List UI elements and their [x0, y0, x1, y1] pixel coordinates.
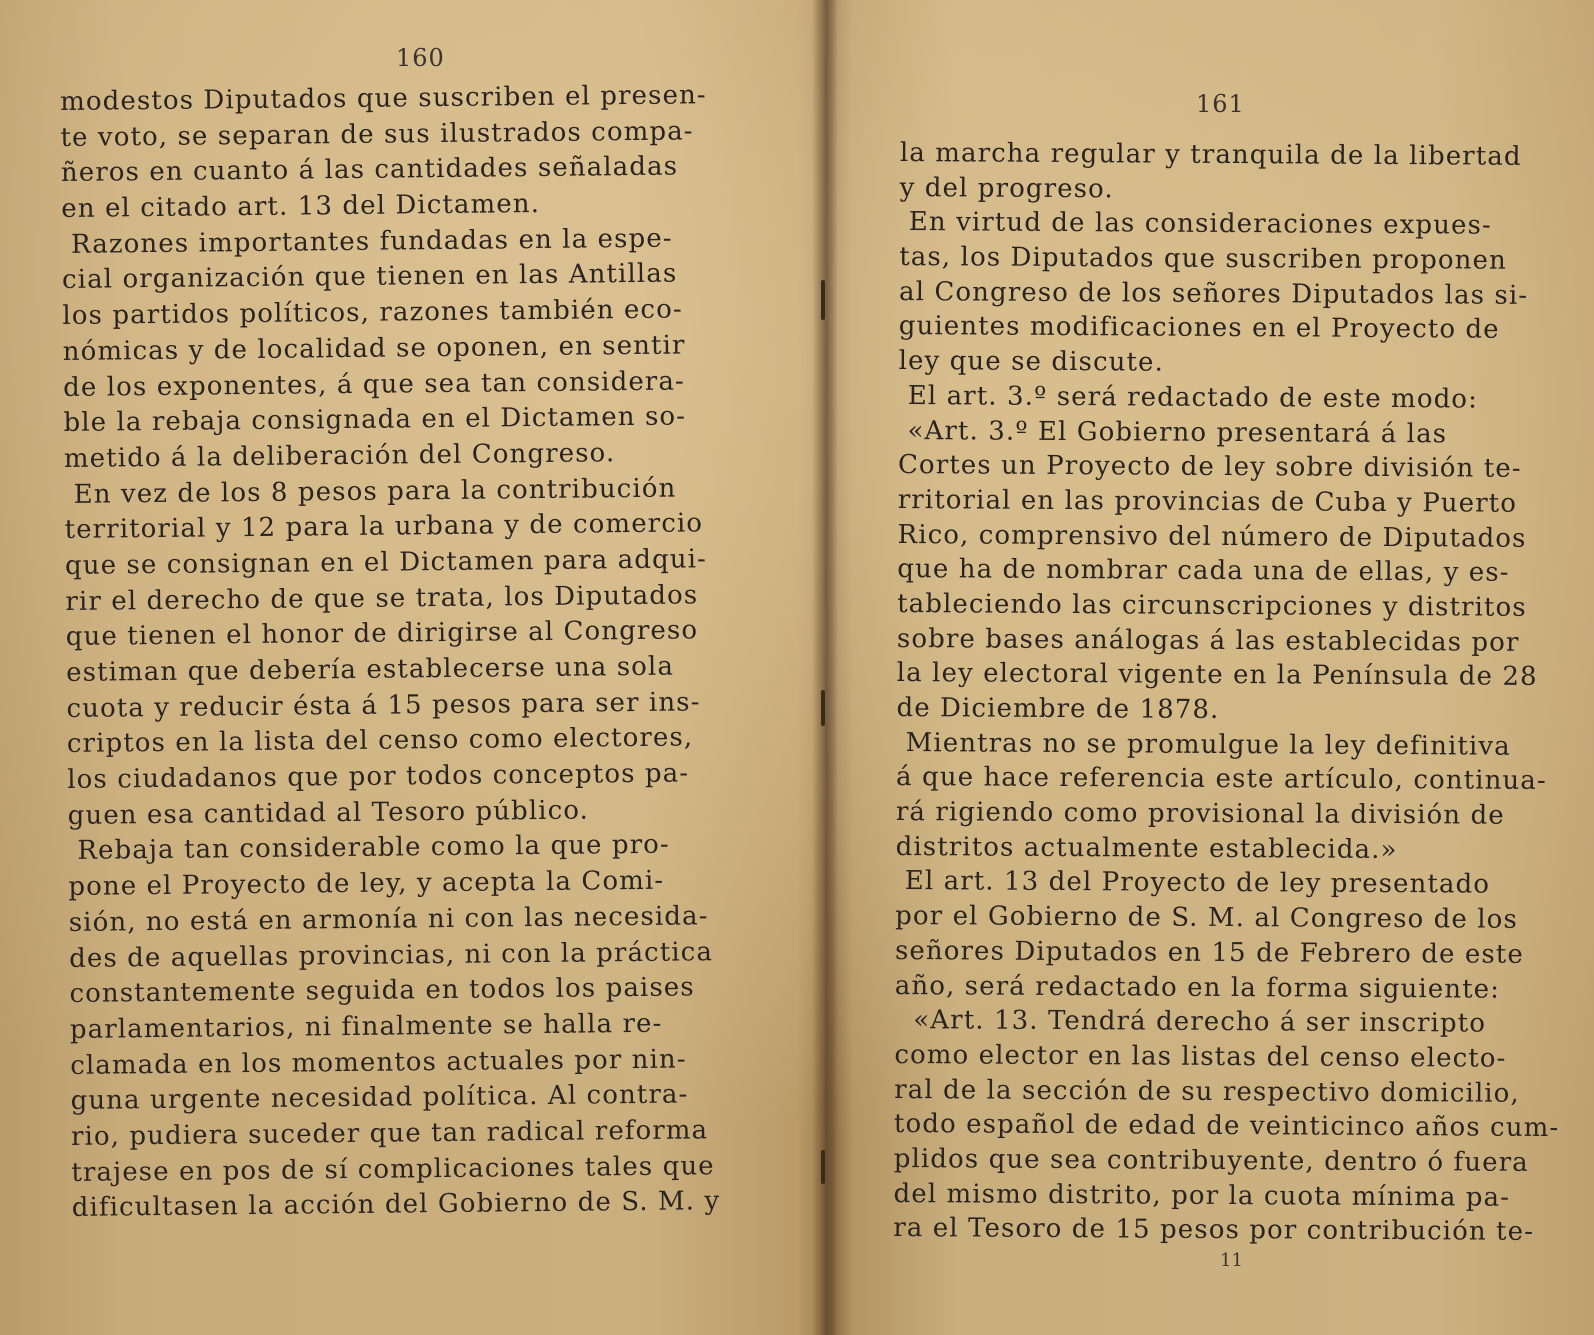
text-line: en el citado art. 13 del Dictamen. [61, 189, 541, 225]
text-line: territorial y 12 para la urbana y de comercio [64, 508, 704, 546]
text-line: sobre bases análogas á las establecidas por [896, 623, 1520, 658]
text-line: los partidos políticos, razones también eco- [62, 294, 683, 332]
text-line: ñeros en cuanto á las cantidades señaladas [60, 151, 679, 189]
text-line: todo español de edad de veinticinco años cum- [893, 1109, 1560, 1144]
text-line: pone el Proyecto de ley, y acepta la Comi- [68, 865, 665, 903]
text-line: que se consignan en el Dictamen para adqui- [64, 544, 708, 581]
text-line: guna urgente necesidad política. Al contra- [70, 1079, 689, 1117]
page-number: 160 [396, 44, 445, 72]
text-line: señores Diputados en 15 de Febrero de este [894, 935, 1524, 970]
text-line: clamada en los momentos actuales por nin- [70, 1044, 687, 1081]
text-line: de los exponentes, á que sea tan considera- [63, 365, 686, 403]
text-line: criptos en la lista del censo como electores, [66, 722, 694, 760]
text-line: que ha de nombrar cada una de ellas, y es- [897, 554, 1510, 588]
text-line: En virtud de las consideraciones expues- [899, 207, 1492, 241]
text-line: de Diciembre de 1878. [896, 692, 1220, 725]
text-line: rio, pudiera suceder que tan radical reforma [70, 1115, 709, 1152]
signature-mark: 11 [1220, 1250, 1243, 1271]
text-line: por el Gobierno de S. M. al Congreso de los [895, 901, 1519, 935]
text-line: los ciudadanos que por todos conceptos pa- [67, 758, 690, 796]
text-line: Rico, comprensivo del número de Diputados [897, 519, 1527, 554]
body-text [60, 78, 732, 1227]
text-line: cial organización que tienen en las Antillas [61, 258, 678, 296]
text-line: El art. 3.º será redactado de este modo: [898, 380, 1479, 415]
text-line: la ley electoral vigente en la Península de 28 [896, 658, 1538, 693]
text-line: te voto, se separan de sus ilustrados compa- [60, 116, 694, 153]
text-line: cuota y reducir ésta á 15 pesos para ser ins- [66, 687, 701, 724]
text-line: ra el Tesoro de 15 pesos por contribución te- [893, 1213, 1535, 1248]
text-line: distritos actualmente establecida.» [895, 831, 1398, 865]
text-line: guen esa cantidad al Tesoro público. [67, 795, 590, 831]
text-line: del mismo distrito, por la cuota mínima pa- [893, 1178, 1511, 1213]
text-line: trajese en pos de sí complicaciones tales que [71, 1150, 715, 1188]
text-line: Cortes un Proyecto de ley sobre división te- [897, 450, 1522, 484]
text-line: y del progreso. [899, 172, 1114, 204]
binding-stitch [821, 1150, 825, 1184]
text-line: «Art. 3.º El Gobierno presentará á las [898, 415, 1448, 449]
right-page [838, 0, 1594, 1335]
page-number: 161 [1196, 90, 1245, 118]
text-line: plidos que sea contribuyente, dentro ó fuera [893, 1143, 1529, 1178]
text-line: ral de la sección de su respectivo domicilio, [894, 1074, 1520, 1109]
text-line: como elector en las listas del censo electo- [894, 1039, 1507, 1074]
text-line: «Art. 13. Tendrá derecho á ser inscripto [894, 1005, 1487, 1039]
text-line: En vez de los 8 pesos para la contribución [64, 473, 677, 510]
text-line: parlamentarios, ni finalmente se halla re- [69, 1008, 663, 1045]
text-line: á que hace referencia este artículo, continua- [895, 762, 1547, 797]
text-line: metido á la deliberación del Congreso. [63, 438, 616, 474]
text-line: modestos Diputados que suscriben el presen- [60, 80, 707, 117]
text-line: rir el derecho de que se trata, los Diputados [65, 579, 699, 617]
text-line: constantemente seguida en todos los paises [69, 972, 695, 1010]
text-line: al Congreso de los señores Diputados las si- [898, 276, 1529, 311]
text-line: año, será redactado en la forma siguiente: [894, 970, 1501, 1005]
book-gutter [812, 0, 838, 1335]
text-line: El art. 13 del Proyecto de ley presentado [895, 866, 1491, 901]
text-line: Razones importantes fundadas en la espe- [61, 223, 673, 260]
text-line: nómicas y de localidad se oponen, en sentir [62, 330, 686, 367]
binding-stitch [821, 690, 825, 726]
text-line: rritorial en las provincias de Cuba y Puerto [897, 484, 1518, 519]
text-line: la marcha regular y tranquila de la libertad [899, 137, 1522, 172]
text-line: Rebaja tan considerable como la que pro- [67, 830, 671, 867]
text-line: des de aquellas provincias, ni con la práctica [68, 936, 714, 974]
text-line: tas, los Diputados que suscriben proponen [899, 242, 1507, 276]
text-line: guientes modificaciones en el Proyecto de [898, 311, 1500, 346]
text-line: dificultasen la acción del Gobierno de S. M. y [71, 1186, 721, 1224]
text-line: Mientras no se promulgue la ley definitiva [896, 727, 1511, 762]
body-text [893, 136, 1560, 1250]
text-line: ble la rebaja consignada en el Dictamen so- [63, 401, 687, 439]
text-line: ley que se discute. [898, 346, 1165, 378]
text-line: sión, no está en armonía ni con las necesida- [68, 901, 709, 938]
binding-stitch [821, 280, 825, 320]
text-line: estiman que debería establecerse una sola [66, 651, 675, 688]
text-line: tableciendo las circunscripciones y distritos [897, 588, 1527, 623]
text-line: rá rigiendo como provisional la división de [895, 797, 1505, 831]
text-line: que tienen el honor de dirigirse al Congreso [65, 615, 699, 653]
